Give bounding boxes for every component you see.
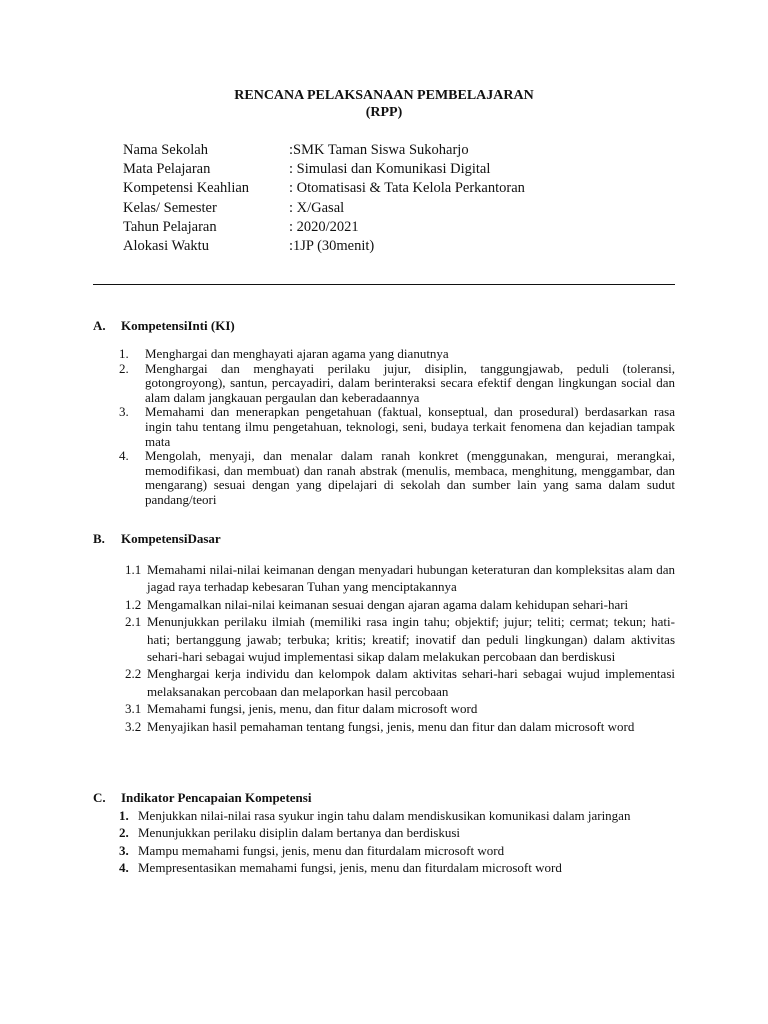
section-a-heading (93, 318, 235, 334)
list-item-number: 1.2 (125, 596, 142, 612)
list-item (119, 807, 675, 824)
list-item-number: 4. (119, 860, 129, 876)
horizontal-divider (93, 284, 675, 285)
identity-label: Tahun Pelajaran (123, 218, 217, 235)
identity-row (123, 218, 525, 237)
list-item-number: 3.1 (125, 701, 142, 717)
list-item-text: Memahami dan menerapkan pengetahuan (faktual, konseptual, dan prosedural) berdasarkan rasa ingin tahu tentang ilmu pengetahuan, teknologi, seni, budaya terkait fenomena dan kejadian tampak mata (145, 404, 675, 449)
list-item-text: Mengamalkan nilai-nilai keimanan sesuai dengan ajaran agama dalam kehidupan sehari-hari (147, 596, 629, 612)
identity-value: : Otomatisasi & Tata Kelola Perkantoran (289, 180, 525, 197)
section-b-heading (93, 531, 221, 547)
identity-label: Kompetensi Keahlian (123, 180, 250, 197)
section-title: Indikator Pencapaian Kompetensi (121, 790, 312, 805)
list-item-text: Memahami nilai-nilai keimanan dengan menyadari hubungan keteraturan dan kompleksitas alam dan jagad raya terhadap kebesaran Tuhan yang menciptakannya (147, 562, 675, 595)
list-item-text: Menjukkan nilai-nilai rasa syukur ingin tahu dalam mendiskusikan komunikasi dalam jaringan (138, 808, 631, 823)
list-item (119, 347, 675, 362)
identity-value: :1JP (30menit) (289, 238, 375, 255)
section-letter: B. (93, 531, 105, 546)
list-item (119, 449, 675, 507)
list-item-text: Menghargai dan menghayati ajaran agama yang dianutnya (145, 346, 449, 361)
list-item-number: 1. (119, 346, 129, 361)
identity-label: Kelas/ Semester (123, 199, 217, 216)
list-item (119, 859, 675, 876)
list-item-text: Mempresentasikan memahami fungsi, jenis, menu dan fiturdalam microsoft word (138, 860, 562, 876)
identity-label: Alokasi Waktu (123, 238, 209, 255)
list-item (119, 561, 675, 596)
list-item (119, 665, 675, 700)
list-item (119, 405, 675, 449)
list-item-number: 3.2 (125, 718, 142, 734)
list-item (119, 613, 675, 665)
list-item-text: Memahami fungsi, jenis, menu, dan fitur dalam microsoft word (147, 701, 478, 717)
list-item-number: 2. (119, 825, 129, 841)
document-title: RENCANA PELAKSANAAN PEMBELAJARAN (234, 88, 534, 103)
list-item-number: 3. (119, 404, 129, 420)
list-item-text: Menunjukkan perilaku disiplin dalam bertanya dan berdiskusi (138, 825, 461, 841)
identity-value: :SMK Taman Siswa Sukoharjo (289, 142, 469, 158)
list-item-number: 3. (119, 842, 129, 858)
identity-label: Nama Sekolah (123, 142, 208, 158)
list-item-number: 2.2 (125, 666, 142, 682)
list-item (119, 824, 675, 841)
identity-value: : X/Gasal (289, 199, 345, 216)
section-letter: A. (93, 318, 106, 333)
section-a-list (119, 347, 675, 508)
identity-row (123, 237, 525, 256)
identity-value: : Simulasi dan Komunikasi Digital (289, 161, 491, 178)
list-item (119, 718, 675, 735)
document-subtitle: (RPP) (365, 105, 403, 120)
identity-table (123, 141, 525, 256)
list-item (119, 842, 675, 859)
section-c-heading (93, 790, 311, 806)
list-item-text: Menghargai kerja individu dan kelompok dalam aktivitas sehari-hari sebagai wujud implementasi melaksanakan percobaan dan melaporkan hasil percobaan (147, 666, 675, 699)
identity-row (123, 141, 525, 160)
identity-value: : 2020/2021 (289, 218, 359, 235)
list-item (119, 362, 675, 406)
section-letter: C. (93, 790, 106, 805)
list-item-number: 2. (119, 360, 129, 376)
list-item-text: Menunjukkan perilaku ilmiah (memiliki rasa ingin tahu; objektif; jujur; teliti; cermat; tekun; hati-hati; bertanggung jawab; terbuka; kritis; kreatif; inovatif dan peduli lingkungan) dalam aktivitas sehari-hari sebagai wujud implementasi sikap dalam melakukan percobaan dan berdiskusi (147, 614, 675, 665)
identity-row (123, 179, 525, 198)
list-item-text: Menghargai dan menghayati perilaku jujur, disiplin, tanggungjawab, peduli (toleransi, gotongroyong), santun, percayadiri, dalam berinteraksi secara efektif dengan lingkungan social dan alam dalam jangkauan pergaulan dan keberadaannya (145, 360, 675, 405)
identity-row (123, 199, 525, 218)
list-item-number: 2.1 (125, 614, 142, 630)
identity-label: Mata Pelajaran (123, 161, 211, 178)
section-b-list (119, 561, 675, 735)
list-item-number: 1.1 (125, 562, 142, 577)
list-item-number: 4. (119, 448, 129, 464)
list-item-text: Mampu memahami fungsi, jenis, menu dan fiturdalam microsoft word (138, 842, 505, 858)
section-c-list (119, 807, 675, 877)
list-item-text: Menyajikan hasil pemahaman tentang fungsi, jenis, menu dan fitur dan dalam microsoft word (147, 718, 635, 734)
document-title-block (0, 87, 768, 121)
identity-row (123, 160, 525, 179)
section-title: KompetensiInti (KI) (121, 318, 235, 333)
list-item-text: Mengolah, menyaji, dan menalar dalam ranah konkret (menggunakan, mengurai, merangkai, memodifikasi, dan membuat) dan ranah abstrak (menulis, membaca, menghitung, menggambar, dan mengarang) sesuai dengan yang dipelajari di sekolah dan sumber lain yang sama dalam sudut pandang/teori (145, 448, 675, 507)
section-title: KompetensiDasar (121, 531, 221, 546)
list-item (119, 596, 675, 613)
list-item-number: 1. (119, 808, 129, 823)
list-item (119, 700, 675, 717)
